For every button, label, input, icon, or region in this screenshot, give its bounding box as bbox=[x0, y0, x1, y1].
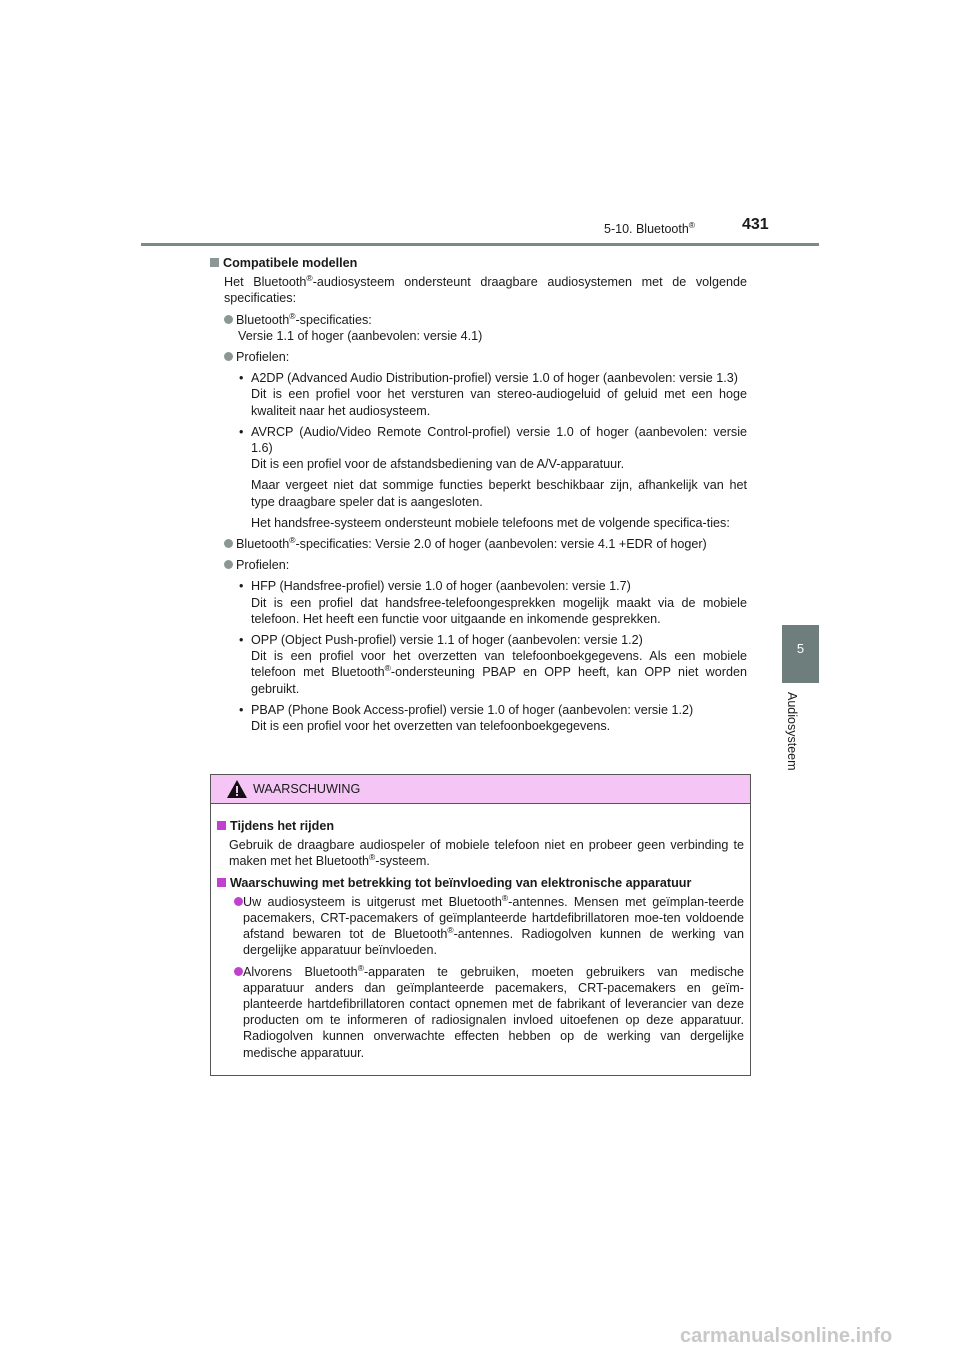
profiles-item bbox=[224, 557, 747, 573]
watermark: carmanualsonline.info bbox=[680, 1325, 893, 1347]
list-item: • A2DP (Advanced Audio Distribution-profiel) versie 1.0 of hoger (aanbevolen: versie 1.3) Dit is een profiel voor het versturen van stereo-audiogeluid of geluid met een hoge kwaliteit naar het audiosysteem. bbox=[239, 371, 747, 418]
warning-heading bbox=[217, 875, 744, 891]
circle-bullet-icon bbox=[234, 897, 243, 906]
spec-item bbox=[224, 312, 747, 344]
spec-text: Versie 1.1 of hoger (aanbevolen: versie 4.1) bbox=[238, 328, 483, 343]
profile-desc: Dit is een profiel voor het versturen van stereo-audiogeluid of geluid met een hoge kwaliteit naar het audiosysteem. bbox=[251, 387, 747, 418]
circle-bullet-icon bbox=[224, 352, 233, 361]
profiles-title: Profielen: bbox=[236, 558, 290, 573]
section-title: 5-10. Bluetooth® bbox=[604, 219, 696, 236]
warning-text: Gebruik de draagbare audiospeler of mobiele telefoon niet en probeer geen verbinding te maken met het Bluetooth®-systeem. bbox=[229, 838, 744, 869]
warning-item bbox=[221, 894, 744, 959]
profile-name: PBAP (Phone Book Access-profiel) versie 1.0 of hoger (aanbevolen: versie 1.2) bbox=[251, 702, 694, 717]
note-text: Maar vergeet niet dat sommige functies beperkt beschikbaar zijn, afhankelijk van het type draagbare speler dat is aangesloten. bbox=[251, 478, 747, 509]
profile-desc: Dit is een profiel dat handsfree-telefoongesprekken mogelijk maakt via de mobiele telefoon. Het heeft een functie voor uitgaande en inkomende gesprekken. bbox=[251, 595, 747, 626]
list-item: • HFP (Handsfree-profiel) versie 1.0 of hoger (aanbevolen: versie 1.7) Dit is een profiel dat handsfree-telefoongesprekken mogelijk maakt via de mobiele telefoon. Het heeft een functie voor uitgaande en inkomende gesprekken. bbox=[239, 579, 747, 626]
spec-text: Bluetooth®-specificaties: Versie 2.0 of hoger (aanbevolen: versie 4.1 +EDR of hoger) bbox=[236, 534, 707, 552]
spec-item bbox=[224, 536, 747, 552]
list-item: • AVRCP (Audio/Video Remote Control-profiel) versie 1.0 of hoger (aanbevolen: versie 1.6) Dit is een profiel voor de afstandsbediening van de A/V-apparatuur. bbox=[239, 424, 747, 472]
profile-name: HFP (Handsfree-profiel) versie 1.0 of hoger (aanbevolen: versie 1.7) bbox=[251, 579, 631, 594]
square-bullet-icon bbox=[217, 821, 226, 830]
note-text: Het handsfree-systeem ondersteunt mobiele telefoons met de volgende specifica-ties: bbox=[251, 515, 730, 530]
main-content bbox=[210, 255, 747, 739]
profiles-title: Profielen: bbox=[236, 350, 290, 365]
warning-item bbox=[221, 964, 744, 1061]
circle-bullet-icon bbox=[224, 539, 233, 548]
circle-bullet-icon bbox=[224, 560, 233, 569]
heading-text: Tijdens het rijden bbox=[230, 819, 335, 833]
profile-name: OPP (Object Push-profiel) versie 1.1 of hoger (aanbevolen: versie 1.2) bbox=[251, 633, 643, 648]
profile-name: A2DP (Advanced Audio Distribution-profiel) versie 1.0 of hoger (aanbevolen: versie 1.3) bbox=[251, 371, 738, 386]
square-bullet-icon bbox=[210, 258, 219, 267]
circle-bullet-icon bbox=[224, 315, 233, 324]
list-item: • PBAP (Phone Book Access-profiel) versie 1.0 of hoger (aanbevolen: versie 1.2) Dit is een profiel voor het overzetten van telefoonboekgegevens. bbox=[239, 702, 694, 734]
chapter-label: Audiosysteem bbox=[785, 692, 799, 771]
profile-desc: Dit is een profiel voor de afstandsbediening van de A/V-apparatuur. bbox=[251, 457, 625, 472]
warning-box bbox=[210, 774, 751, 1076]
list-item: • OPP (Object Push-profiel) versie 1.1 of hoger (aanbevolen: versie 1.2) Dit is een profiel voor het overzetten van telefoonboekgegevens. Als een mobiele telefoon met Bluetooth®-ondersteuning PBAP en OPP heeft, kan OPP niet worden gebruikt. bbox=[239, 633, 747, 696]
profile-desc: Dit is een profiel voor het overzetten van telefoonboekgegevens. Als een mobiele telefoon met Bluetooth®-ondersteuning PBAP en OPP heeft, kan OPP niet worden gebruikt. bbox=[251, 649, 747, 696]
spec-title: Bluetooth®-specificaties: bbox=[236, 310, 372, 327]
warning-triangle-icon bbox=[226, 779, 248, 799]
warning-item-text: Alvorens Bluetooth®-apparaten te gebruiken, moeten gebruikers van medische apparatuur anders dan geïmplanteerde pacemakers, CRT-pacemakers en geïm-planteerde hartdefibrillatoren contact opnemen met de fabrikant of leverancier van deze producten om te informeren of radiosignalen invloed uitoefenen op deze apparatuur. Radiogolven kunnen onverwachte effecten hebben op de werking van dergelijke medische apparatuur. bbox=[243, 962, 744, 1060]
warning-header bbox=[211, 775, 750, 804]
profile-name: AVRCP (Audio/Video Remote Control-profiel) versie 1.0 of hoger (aanbevolen: versie 1.6) bbox=[251, 424, 747, 456]
page-number: 431 bbox=[742, 216, 769, 233]
warning-heading bbox=[217, 818, 744, 834]
warning-title: WAARSCHUWING bbox=[253, 782, 361, 796]
warning-item-text: Uw audiosysteem is uitgerust met Bluetooth®-antennes. Mensen met geïmplan-teerde pacemakers, CRT-pacemakers of geïmplanteerde hartdefibrillatoren moe-ten voldoende afstand bewaren tot de Bluetooth®-antennes. Radiogolven kunnen de werking van dergelijke apparatuur beïnvloeden. bbox=[243, 892, 744, 958]
square-bullet-icon bbox=[217, 878, 226, 887]
profiles-item bbox=[224, 349, 747, 365]
intro-text: Het Bluetooth®-audiosysteem ondersteunt draagbare audiosystemen met de volgende specificaties: bbox=[224, 273, 747, 306]
heading-text: Compatibele modellen bbox=[223, 256, 358, 270]
header-divider bbox=[141, 243, 819, 246]
chapter-tab[interactable]: 5 bbox=[782, 625, 819, 683]
heading-text: Waarschuwing met betrekking tot beïnvloeding van elektronische apparatuur bbox=[230, 875, 692, 890]
profile-desc: Dit is een profiel voor het overzetten van telefoonboekgegevens. bbox=[251, 719, 611, 734]
section-heading bbox=[210, 255, 747, 271]
circle-bullet-icon bbox=[234, 967, 243, 976]
